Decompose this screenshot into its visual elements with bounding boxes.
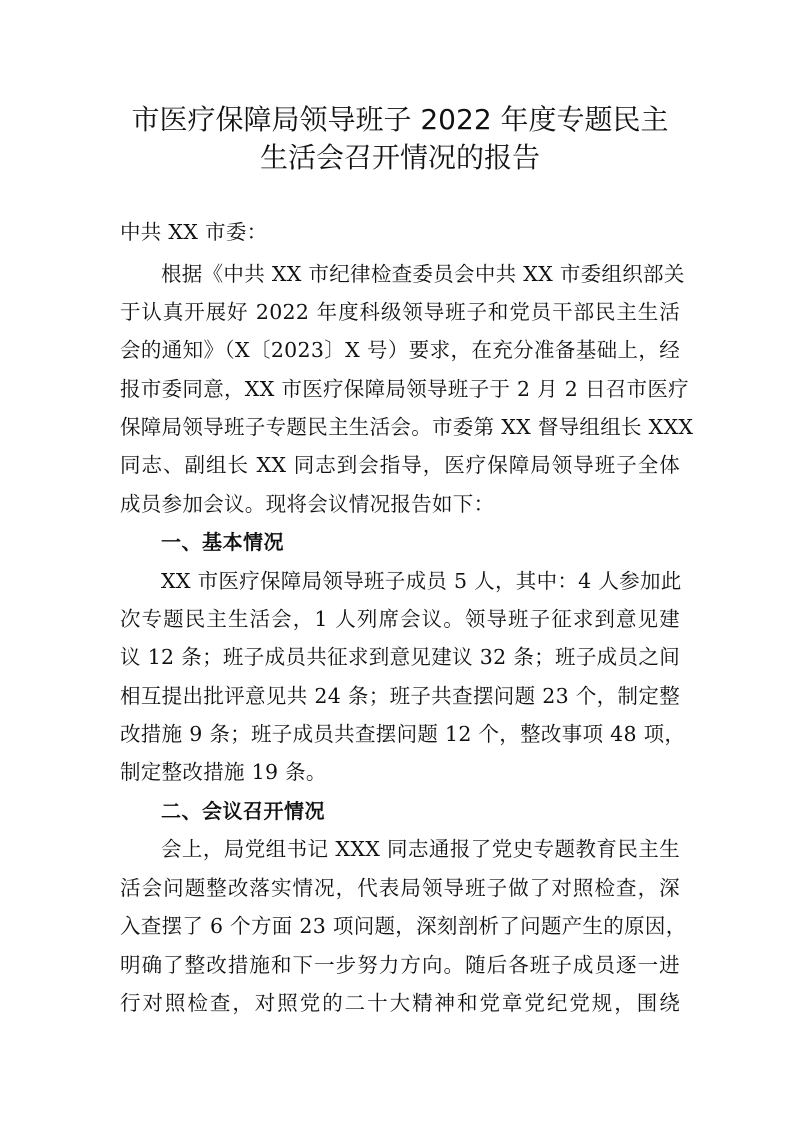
intro-line: 根据《中共 XX 市纪律检查委员会中共 XX 市委组织部关 — [161, 262, 685, 286]
section1-line: 制定整改措施 19 条。 — [120, 760, 327, 784]
section-heading-meeting: 二、会议召开情况 — [161, 799, 325, 823]
section2-line: 入查摆了 6 个方面 23 项问题，深刻剖析了问题产生的原因， — [120, 914, 687, 938]
section2-line: 行对照检查，对照党的二十大精神和党章党纪党规，围绕 — [120, 991, 680, 1015]
section1-line: 议 12 条；班子成员共征求到意见建议 32 条；班子成员之间 — [120, 645, 680, 669]
section2-line: 会上，局党组书记 XXX 同志通报了党史专题教育民主生 — [161, 837, 680, 861]
salutation: 中共 XX 市委： — [120, 220, 268, 244]
intro-line: 保障局领导班子专题民主生活会。市委第 XX 督导组组长 XXX — [120, 415, 694, 439]
intro-line: 成员参加会议。现将会议情况报告如下： — [120, 492, 495, 516]
intro-line: 于认真开展好 2022 年度科级领导班子和党员干部民主生活 — [120, 300, 680, 324]
section1-line: 改措施 9 条；班子成员共查摆问题 12 个，整改事项 48 项， — [120, 722, 686, 746]
section-heading-basic: 一、基本情况 — [161, 530, 284, 554]
section2-line: 活会问题整改落实情况，代表局领导班子做了对照检查，深 — [120, 876, 680, 900]
intro-line: 会的通知》（X〔2023〕X 号）要求，在充分准备基础上，经 — [120, 338, 680, 362]
section1-line: XX 市医疗保障局领导班子成员 5 人，其中：4 人参加此 — [161, 569, 682, 593]
intro-line: 同志、副组长 XX 同志到会指导，医疗保障局领导班子全体 — [120, 453, 680, 477]
section1-line: 相互提出批评意见共 24 条；班子共查摆问题 23 个，制定整 — [120, 684, 680, 708]
section2-line: 明确了整改措施和下一步努力方向。随后各班子成员逐一进 — [120, 953, 680, 977]
section1-line: 次专题民主生活会，1 人列席会议。领导班子征求到意见建 — [120, 607, 680, 631]
document-title-line-2: 生活会召开情况的报告 — [259, 141, 540, 174]
intro-line: 报市委同意，XX 市医疗保障局领导班子于 2 月 2 日召市医疗 — [120, 377, 689, 401]
document-title-line-1: 市医疗保障局领导班子 2022 年度专题民主 — [131, 103, 669, 136]
